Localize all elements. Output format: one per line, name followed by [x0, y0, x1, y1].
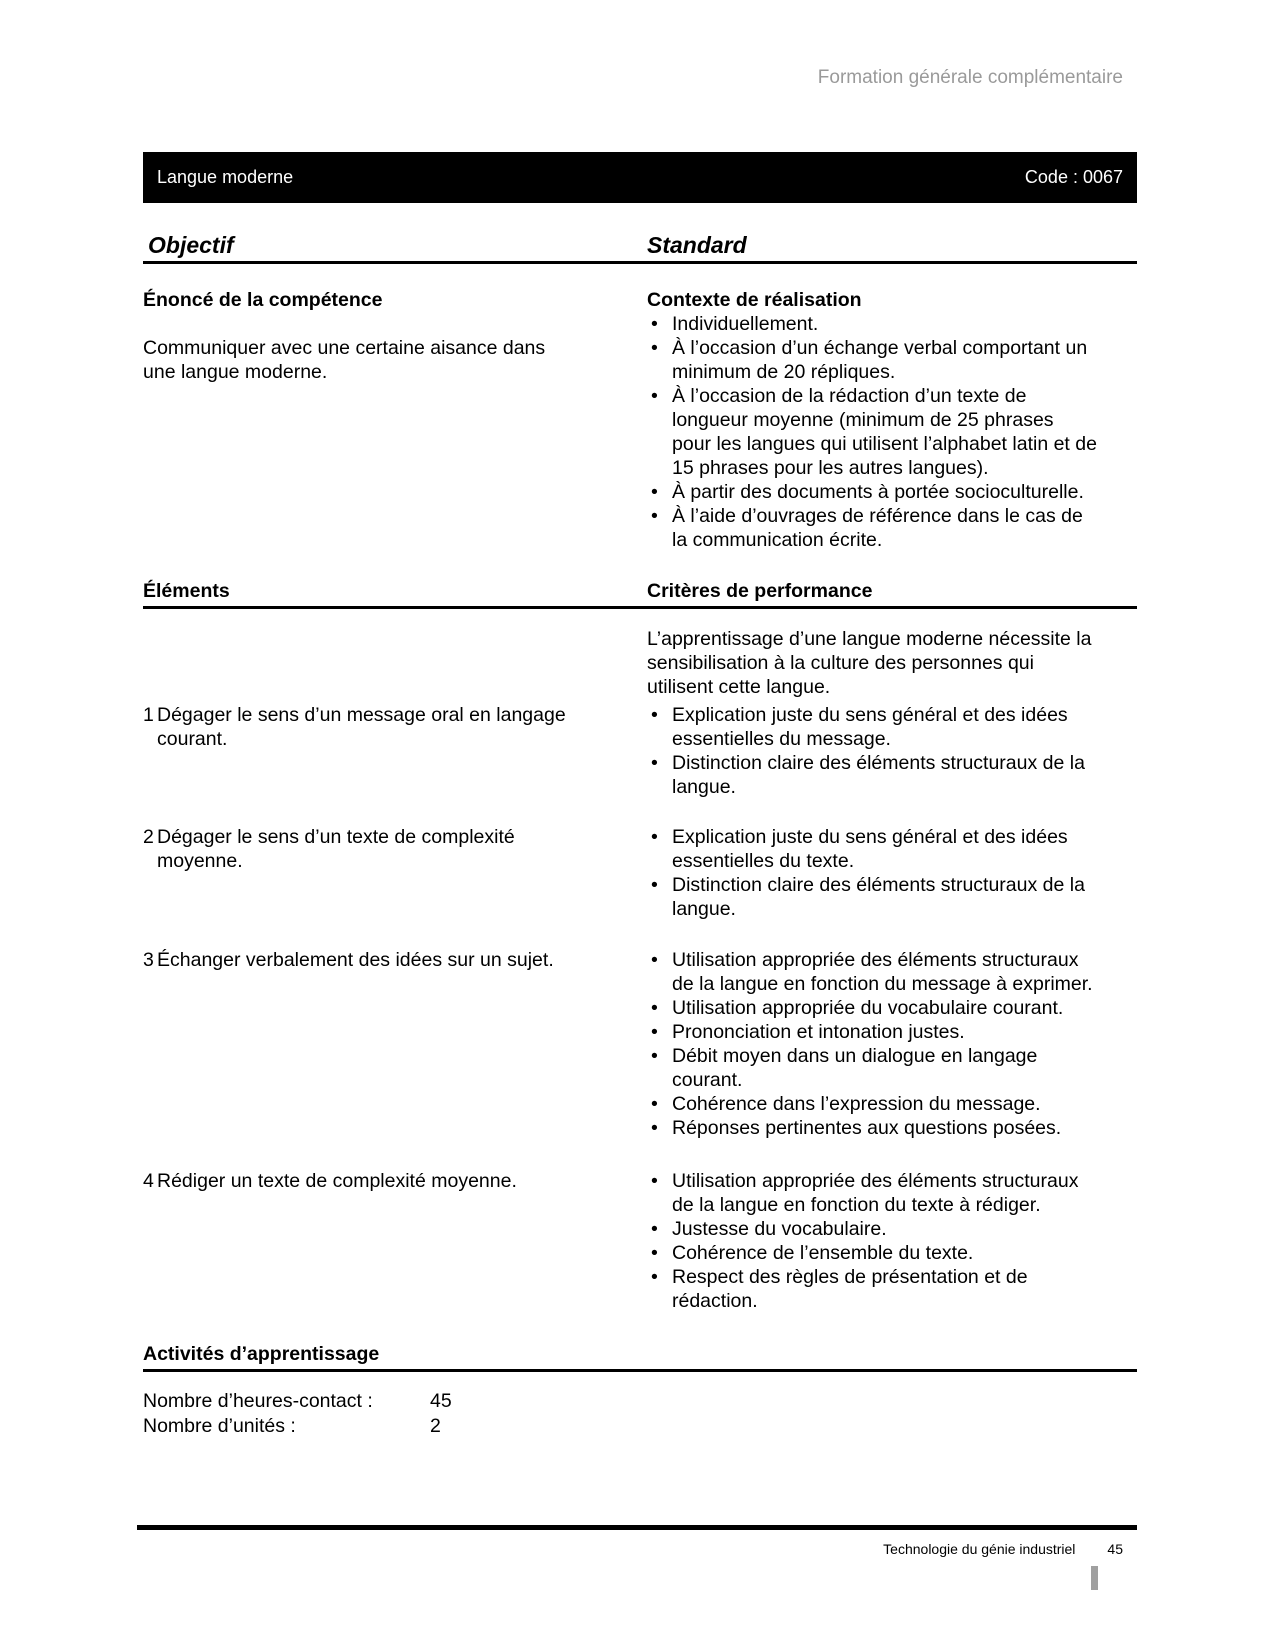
element-3 — [143, 948, 647, 1140]
objectif-standard-headers — [143, 233, 1137, 257]
competence-contexte-row — [143, 288, 1137, 552]
scan-mark — [1091, 1566, 1098, 1590]
bullet-item: • Prononciation et intonation justes. — [672, 1020, 1097, 1044]
element-row — [143, 703, 1137, 799]
course-title-bar — [143, 152, 1137, 203]
footer-divider — [137, 1525, 1137, 1530]
criteria-bullet-list — [647, 1169, 1137, 1313]
bullet-item: • À partir des documents à portée socioculturelle. — [672, 480, 1097, 504]
bullet-item: • Distinction claire des éléments structuraux de la langue. — [672, 873, 1097, 921]
element-text: Rédiger un texte de complexité moyenne. — [157, 1170, 517, 1192]
element-text: Dégager le sens d’un texte de complexité moyenne. — [157, 826, 515, 872]
criteres-intro: L’apprentissage d’une langue moderne nécessite la sensibilisation à la culture des personnes qui utilisent cette langue. — [647, 628, 1092, 698]
objectif-header: Objectif — [148, 232, 234, 258]
course-code: Code : 0067 — [1024, 167, 1123, 187]
bullet-item: • À l’occasion de la rédaction d’un texte de longueur moyenne (minimum de 25 phrases pour les langues qui utilisent l’alphabet latin et de 15 phrases pour les autres langues). — [672, 384, 1097, 480]
page-footer — [143, 1540, 1123, 1558]
criteres-header: Critères de performance — [647, 580, 873, 602]
course-title: Langue moderne — [157, 167, 294, 187]
bullet-item: • Utilisation appropriée des éléments structuraux de la langue en fonction du texte à rédiger. — [672, 1169, 1097, 1217]
element-number: 1 — [143, 704, 154, 726]
divider — [143, 606, 1137, 609]
divider — [143, 261, 1137, 264]
elements-header: Éléments — [143, 580, 230, 602]
info-label: Nombre d’unités : — [143, 1415, 296, 1437]
footer-page-number: 45 — [1107, 1541, 1123, 1557]
bullet-item: • Respect des règles de présentation et de rédaction. — [672, 1265, 1097, 1313]
bullet-item: • À l’occasion d’un échange verbal comportant un minimum de 20 répliques. — [672, 336, 1097, 384]
bullet-item: • Utilisation appropriée du vocabulaire courant. — [672, 996, 1097, 1020]
contexte-column — [647, 288, 1137, 552]
info-label: Nombre d’heures-contact : — [143, 1390, 373, 1412]
bullet-item: • Individuellement. — [672, 312, 1097, 336]
page-content — [143, 203, 1137, 1439]
enonce-heading: Énoncé de la compétence — [143, 289, 383, 311]
element-number: 3 — [143, 949, 154, 971]
divider — [143, 1369, 1137, 1372]
running-header: Formation générale complémentaire — [817, 67, 1123, 88]
infos-section — [143, 1389, 1137, 1439]
bullet-item: • Débit moyen dans un dialogue en langage courant. — [672, 1044, 1097, 1092]
info-value: 2 — [430, 1415, 441, 1437]
bullet-item: • Réponses pertinentes aux questions posées. — [672, 1116, 1097, 1140]
bullet-item: • Utilisation appropriée des éléments structuraux de la langue en fonction du message à exprimer. — [672, 948, 1097, 996]
element-2 — [143, 825, 647, 921]
element-text: Dégager le sens d’un message oral en langage courant. — [157, 704, 566, 750]
element-1 — [143, 703, 647, 799]
bullet-item: • Explication juste du sens général et des idées essentielles du message. — [672, 703, 1097, 751]
element-text: Échanger verbalement des idées sur un sujet. — [157, 949, 554, 971]
info-row-unites — [143, 1414, 1137, 1439]
element-4 — [143, 1169, 647, 1313]
criteria-bullet-list — [647, 825, 1137, 921]
footer-program-name: Technologie du génie industriel — [883, 1541, 1076, 1557]
element-row — [143, 825, 1137, 921]
element-number: 2 — [143, 826, 154, 848]
contexte-heading: Contexte de réalisation — [647, 289, 862, 311]
activites-section — [143, 1342, 1137, 1372]
enonce-body: Communiquer avec une certaine aisance dans une langue moderne. — [143, 337, 546, 383]
bullet-item: • Justesse du vocabulaire. — [672, 1217, 1097, 1241]
activites-heading: Activités d’apprentissage — [143, 1343, 380, 1365]
bullet-item: • Explication juste du sens général et des idées essentielles du texte. — [672, 825, 1097, 873]
element-row — [143, 1169, 1137, 1313]
elements-criteres-headers — [143, 579, 1137, 609]
bullet-item: • Distinction claire des éléments structuraux de la langue. — [672, 751, 1097, 799]
info-value: 45 — [430, 1390, 452, 1412]
enonce-column — [143, 288, 647, 552]
standard-header: Standard — [647, 232, 747, 258]
empty-cell — [143, 627, 647, 699]
criteria-bullet-list — [647, 703, 1137, 799]
info-row-heures — [143, 1389, 1137, 1414]
element-row — [143, 948, 1137, 1140]
bullet-item: • Cohérence dans l’expression du message. — [672, 1092, 1097, 1116]
contexte-bullet-list — [647, 312, 1137, 552]
bullet-item: • À l’aide d’ouvrages de référence dans le cas de la communication écrite. — [672, 504, 1097, 552]
bullet-item: • Cohérence de l’ensemble du texte. — [672, 1241, 1097, 1265]
criteria-bullet-list — [647, 948, 1137, 1140]
element-number: 4 — [143, 1170, 154, 1192]
criteres-intro-row — [143, 627, 1137, 699]
